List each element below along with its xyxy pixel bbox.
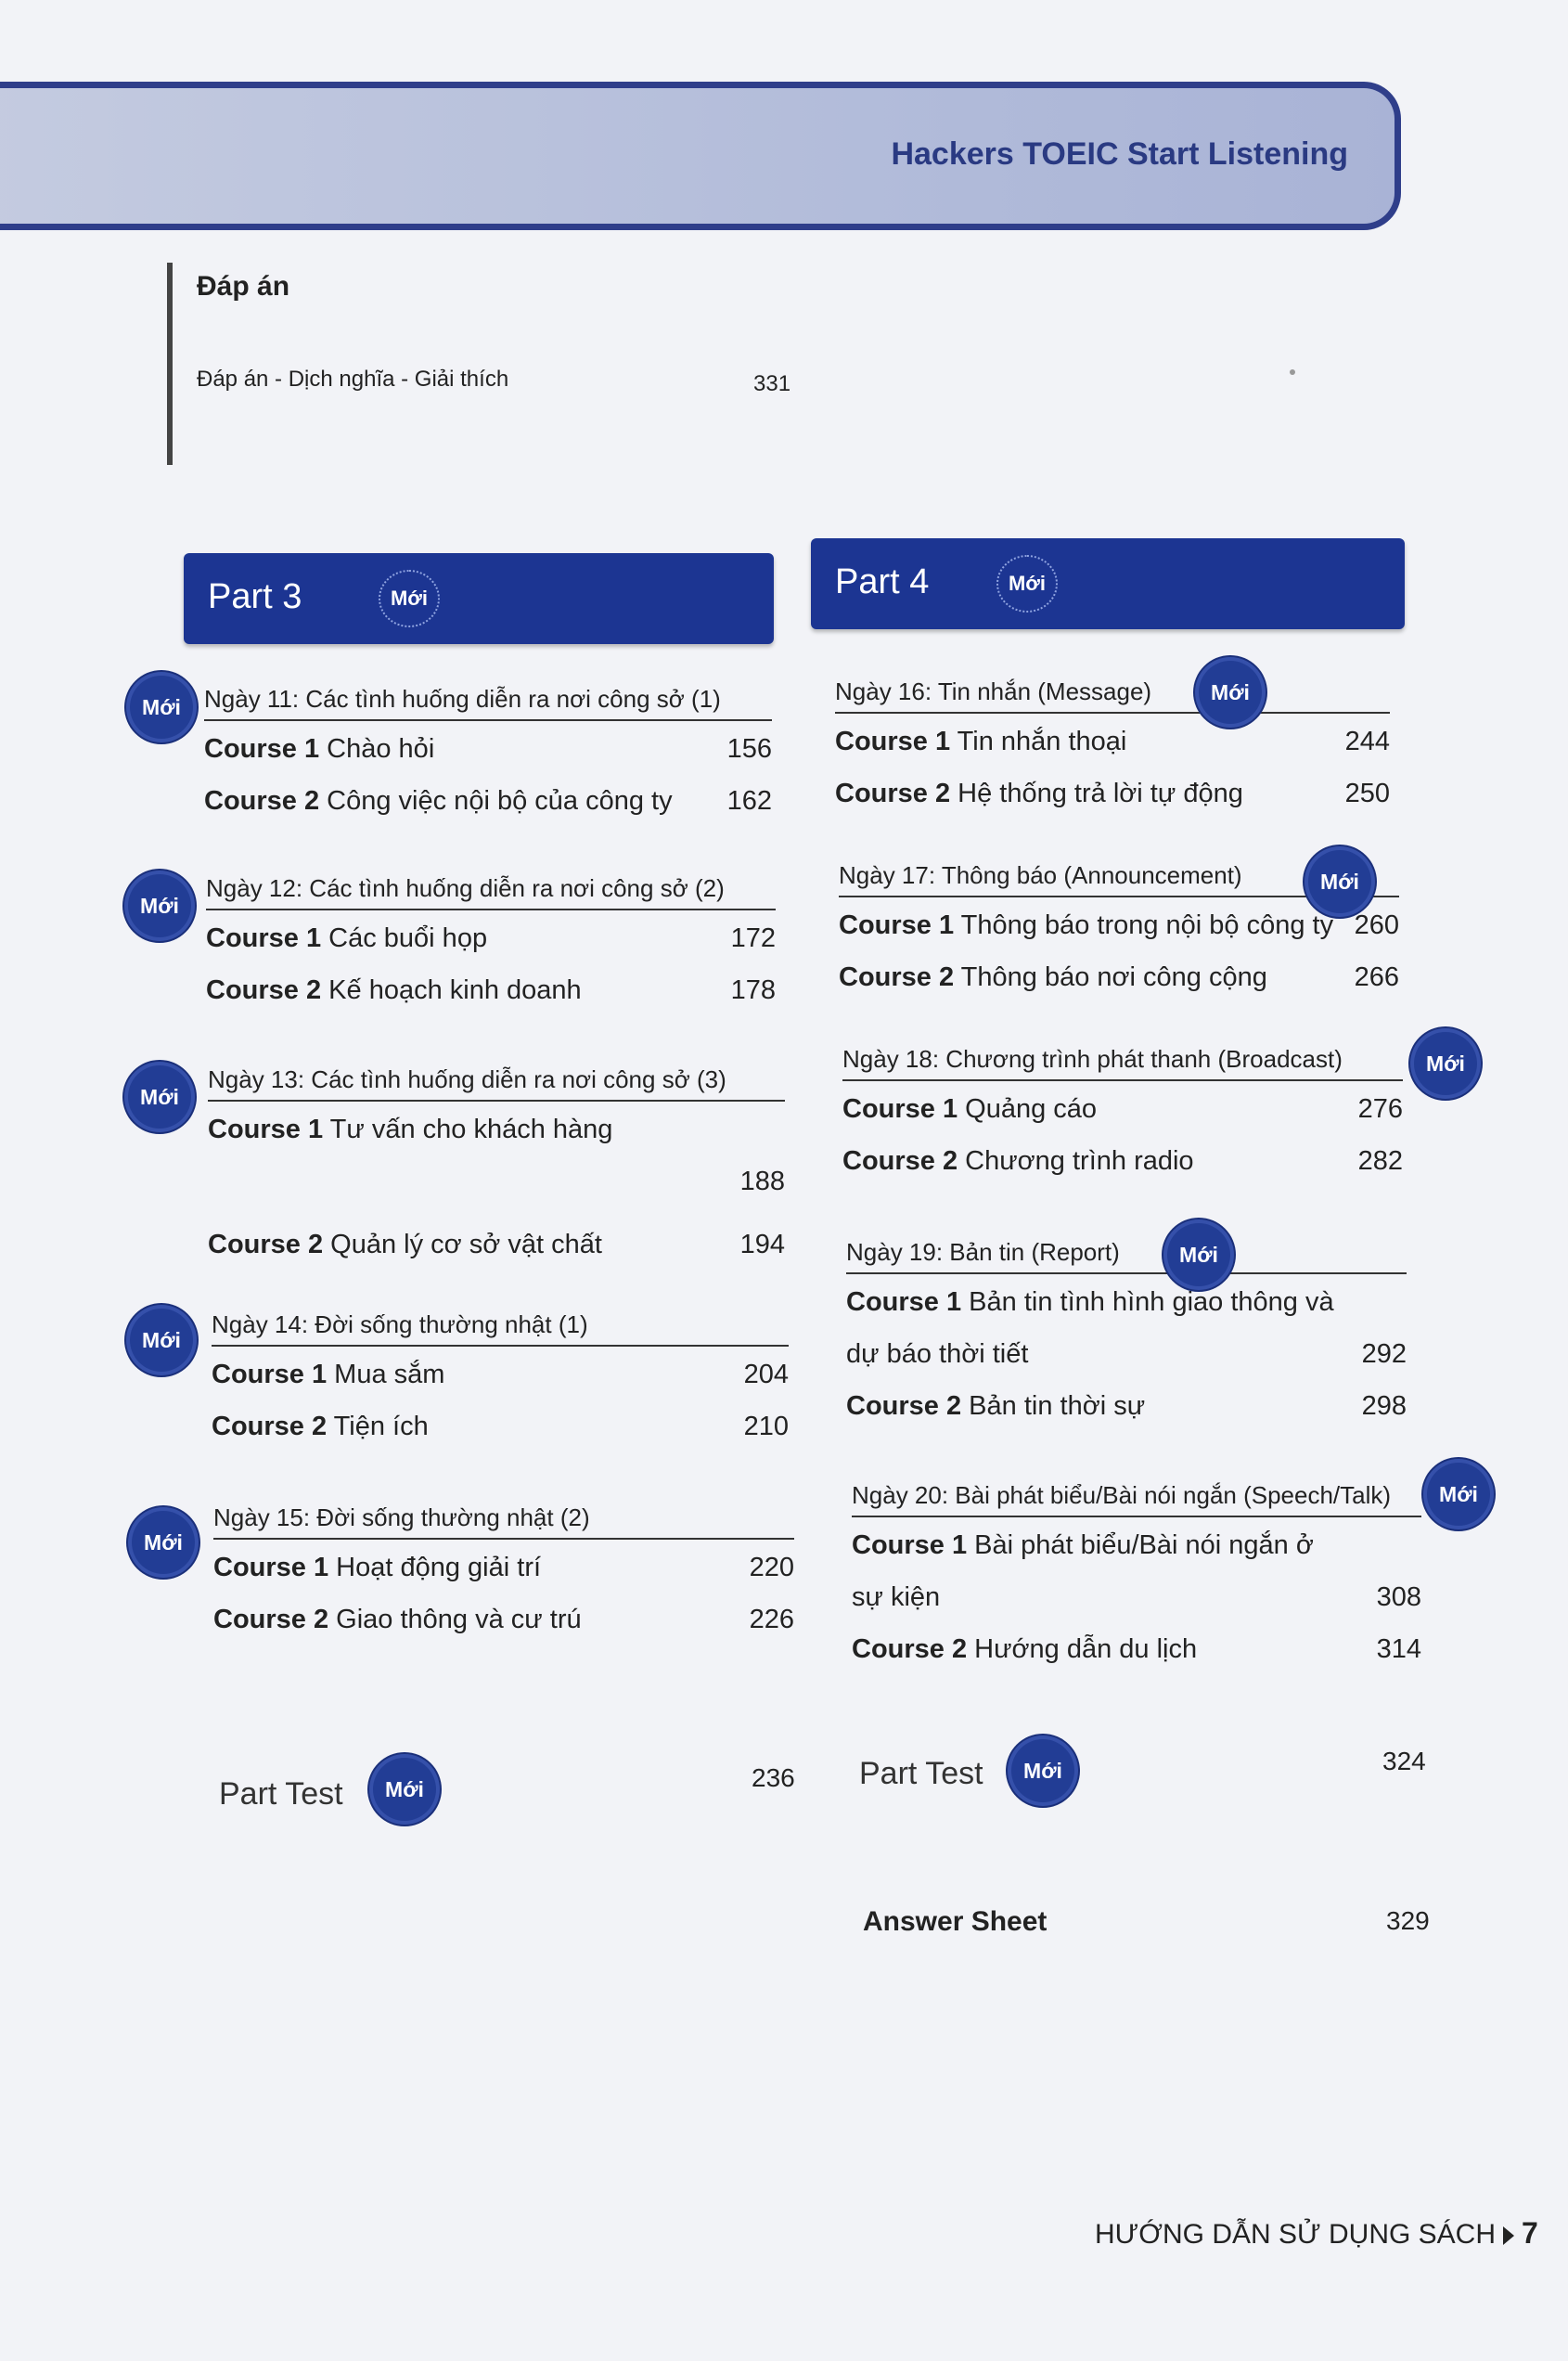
- new-badge: Mới: [130, 676, 193, 739]
- answer-section-entry: Đáp án - Dịch nghĩa - Giải thích: [197, 367, 509, 392]
- new-badge: Mới: [130, 1309, 193, 1372]
- new-badge: Mới: [1308, 850, 1371, 913]
- part4-day-19: [846, 1238, 1407, 1430]
- part4-banner: [811, 538, 1405, 629]
- page-number: 7: [1522, 2216, 1538, 2250]
- book-title: Hackers TOEIC Start Listening: [891, 136, 1348, 172]
- triangle-right-icon: [1503, 2226, 1514, 2245]
- day-title: Ngày 15: Đời sống thường nhật (2): [213, 1503, 794, 1540]
- new-badge: Mới: [1414, 1032, 1477, 1095]
- day-title: Ngày 13: Các tình huống diễn ra nơi công sở (3): [208, 1065, 785, 1102]
- part4-day-20: [852, 1481, 1421, 1673]
- course-row: Course 2 Thông báo nơi công cộng 266: [839, 962, 1399, 992]
- new-badge: Mới: [1011, 1739, 1074, 1802]
- course-row: Course 1 Mua sắm 204: [212, 1360, 789, 1389]
- day-title: Ngày 14: Đời sống thường nhật (1): [212, 1310, 789, 1347]
- answer-sheet-page: 329: [1386, 1906, 1430, 1935]
- answer-section-page: 331: [753, 371, 791, 396]
- part4-day-16: [835, 677, 1390, 818]
- new-badge: Mới: [1199, 661, 1262, 724]
- course-row: Course 2 Hệ thống trả lời tự động 250: [835, 779, 1390, 808]
- part4-part-test: Part Test: [859, 1756, 983, 1791]
- course-row: Course 2 Chương trình radio 282: [842, 1146, 1403, 1176]
- part3-day-13: [208, 1065, 785, 1269]
- day-title: Ngày 18: Chương trình phát thanh (Broadcast): [842, 1045, 1403, 1081]
- part4-day-18: [842, 1045, 1403, 1185]
- part3-banner: [184, 553, 774, 644]
- course-row: Course 1 Thông báo trong nội bộ công ty 260: [839, 910, 1399, 940]
- part3-day-15: [213, 1503, 794, 1644]
- course-row: Course 1 Bản tin tình hình giao thông và: [846, 1287, 1334, 1317]
- part3-day-11: [204, 685, 772, 825]
- new-badge: Mới: [1167, 1223, 1230, 1286]
- course-row-cont: dự báo thời tiết 292: [846, 1339, 1407, 1369]
- new-badge: Mới: [132, 1511, 195, 1574]
- course-row: Course 1 Tư vấn cho khách hàng: [208, 1115, 613, 1144]
- day-title: Ngày 11: Các tình huống diễn ra nơi công sở (1): [204, 685, 772, 721]
- course-row-page: 188: [739, 1167, 785, 1196]
- part3-part-test: Part Test: [219, 1776, 343, 1812]
- course-row: Course 1 Tin nhắn thoại 244: [835, 727, 1390, 756]
- day-title: Ngày 19: Bản tin (Report): [846, 1238, 1407, 1274]
- section-divider-bar: [167, 263, 173, 465]
- day-title: Ngày 20: Bài phát biểu/Bài nói ngắn (Speech/Talk): [852, 1481, 1421, 1517]
- part3-part-test-page: 236: [752, 1763, 795, 1792]
- day-title: Ngày 17: Thông báo (Announcement): [839, 861, 1399, 897]
- course-row: Course 2 Tiện ích 210: [212, 1412, 789, 1441]
- part3-day-12: [206, 874, 776, 1014]
- course-row: Course 1 Bài phát biểu/Bài nói ngắn ở: [852, 1530, 1314, 1560]
- new-badge: Mới: [1427, 1463, 1490, 1526]
- course-row-cont: sự kiện 308: [852, 1582, 1421, 1612]
- course-row: Course 1 Chào hỏi 156: [204, 734, 772, 764]
- part4-label: Part 4: [835, 562, 930, 601]
- part3-new-tag: Mới: [379, 570, 440, 627]
- course-row: Course 2 Công việc nội bộ của công ty 162: [204, 786, 772, 816]
- course-row: Course 2 Bản tin thời sự 298: [846, 1391, 1407, 1421]
- book-header-tab: [0, 82, 1401, 230]
- course-row: Course 2 Quản lý cơ sở vật chất 194: [208, 1230, 785, 1259]
- course-row: Course 2 Hướng dẫn du lịch 314: [852, 1634, 1421, 1664]
- day-title: Ngày 12: Các tình huống diễn ra nơi công sở (2): [206, 874, 776, 910]
- day-title: Ngày 16: Tin nhắn (Message): [835, 677, 1390, 714]
- footer-text: HƯỚNG DẪN SỬ DỤNG SÁCH: [1095, 2219, 1496, 2250]
- course-row: Course 2 Giao thông và cư trú 226: [213, 1605, 794, 1634]
- answer-sheet-entry: Answer Sheet: [863, 1906, 1047, 1937]
- course-row: Course 1 Quảng cáo 276: [842, 1094, 1403, 1124]
- part3-label: Part 3: [208, 577, 302, 616]
- course-row: Course 2 Kế hoạch kinh doanh 178: [206, 975, 776, 1005]
- part3-day-14: [212, 1310, 789, 1451]
- answer-section-heading: Đáp án: [197, 271, 290, 302]
- page-footer: [1095, 2216, 1538, 2251]
- new-badge: Mới: [373, 1758, 436, 1821]
- course-row: Course 1 Hoạt động giải trí 220: [213, 1553, 794, 1582]
- part4-part-test-page: 324: [1382, 1747, 1426, 1775]
- new-badge: Mới: [128, 1065, 191, 1129]
- print-speck: [1290, 369, 1295, 375]
- course-row: Course 1 Các buổi họp 172: [206, 923, 776, 953]
- new-badge: Mới: [128, 874, 191, 937]
- part4-new-tag: Mới: [996, 555, 1058, 613]
